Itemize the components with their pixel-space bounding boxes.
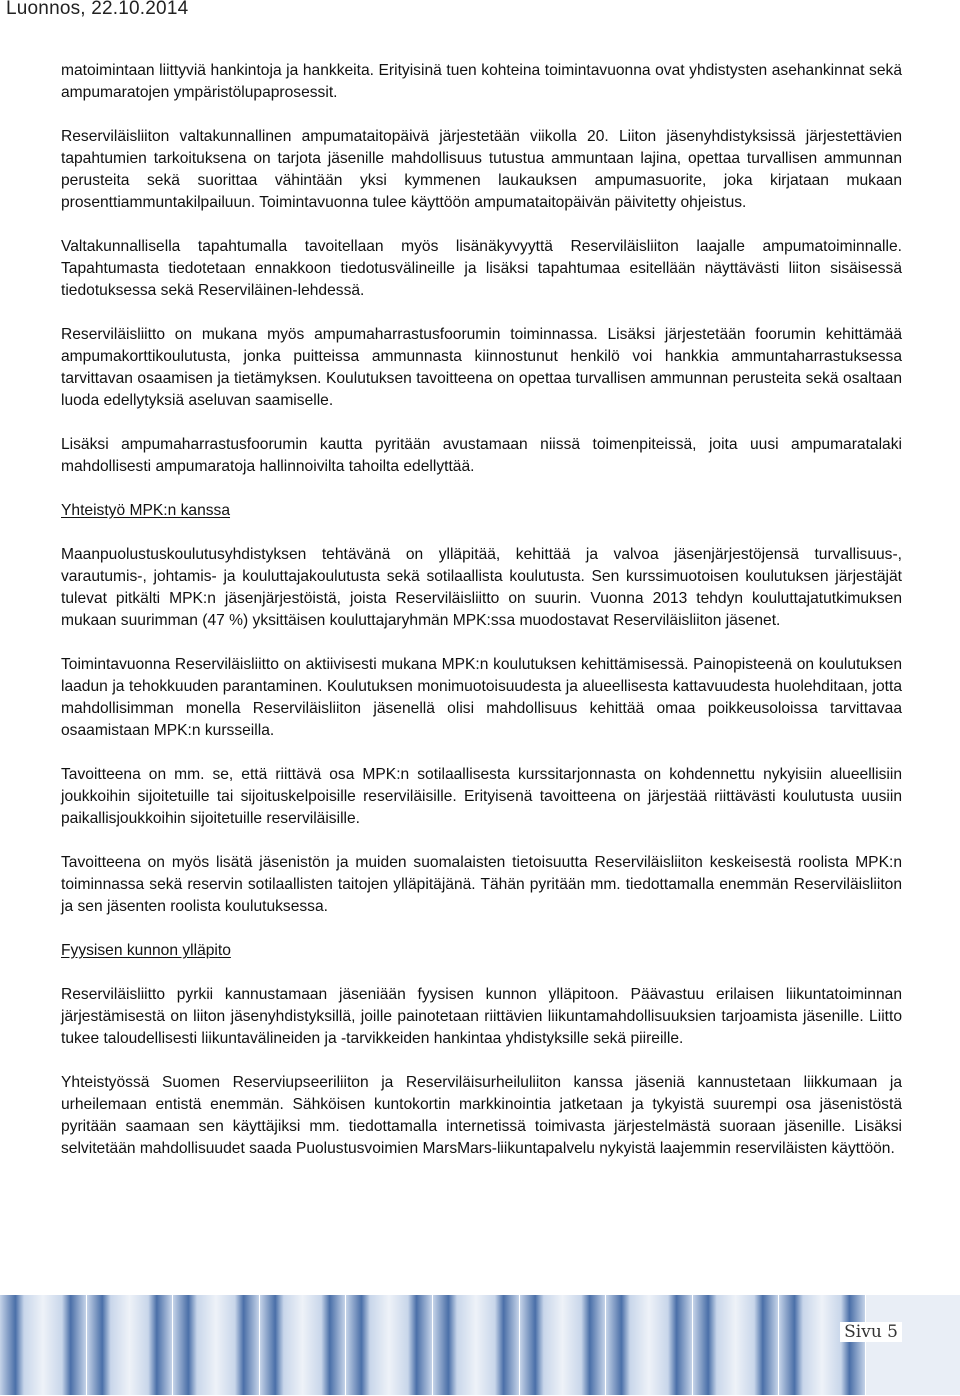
paragraph-mpk-tietoisuus: Tavoitteena on myös lisätä jäsenistön ja muiden suomalaisten tietoisuutta Reserviläisliiton keskeisestä roolista MPK:n toiminnassa sekä reservin sotilaallisten taitojen ylläpitäjänä. Tähän pyritään mm. tiedottamalla enemmän Reserviläisliiton ja sen jäsenten roolista koulutuksessa. xyxy=(61,854,902,915)
footer-bar xyxy=(87,1295,173,1395)
paragraph-hankinnat: matoimintaan liittyviä hankintoja ja hankkeita. Erityisinä tuen kohteina toimintavuonna ovat yhdistysten asehankinnat sekä ampumaratojen ympäristölupaprosessit. xyxy=(61,62,902,101)
footer-bar xyxy=(693,1295,779,1395)
footer-bar xyxy=(260,1295,346,1395)
paragraph-fitness-yhteistyo: Yhteistyössä Suomen Reserviupseeriliiton ja Reserviläisurheiluliiton kanssa jäseniä kannustetaan liikkumaan ja urheilemaan entistä enemmän. Sähköisen kuntokortin markkinointia jatketaan ja tykyistä suurempi osa jäsenistöstä pyritään saamaan sen käyttäjiksi mm. tiedottamalla internetissä toimivasta järjestelmästä suoraan jäsenille. Lisäksi selvitetään mahdollisuudet saada Puolustusvoimien MarsMars-liikuntapalvelu nykyistä laajemmin reserviläisten käyttöön. xyxy=(61,1074,902,1157)
footer-bar xyxy=(433,1295,519,1395)
paragraph-ampumataitopaiva: Reserviläisliiton valtakunnallinen ampumataitopäivä järjestetään viikolla 20. Liiton jäsenyhdistyksissä järjestettävien tapahtumien tarkoituksena on tarjota jäsenille mahdollisuus tutustua ammuntaan lajina, opettaa turvallisen ammunnan perusteita sekä suorittaa vähintään yksi kymmenen laukauksen ampumasuorite, joka kirjataan mukaan prosenttiammuntakilpailuun. Toimintavuonna tulee käyttöön ampumataitopäivän päivitetty ohjeistus. xyxy=(61,128,902,211)
paragraph-nakyvyys: Valtakunnallisella tapahtumalla tavoitellaan myös lisänäkyvyyttä Reserviläisliiton laajalle ampumatoiminnalle. Tapahtumasta tiedotetaan ennakkoon tiedotusvälineille ja lisäksi tapahtumaa esitellään näyttävästi liiton sisäisessä tiedotuksessa sekä Reserviläinen-lehdessä. xyxy=(61,238,902,299)
footer-bar xyxy=(520,1295,606,1395)
page-number: Sivu 5 xyxy=(840,1322,902,1342)
draft-date-header: Luonnos, 22.10.2014 xyxy=(6,0,189,19)
paragraph-ampumaratalaki: Lisäksi ampumaharrastusfoorumin kautta pyritään avustamaan niissä toimenpiteissä, joita uusi ampumaratalaki mahdollisesti ampumaratoja hallinnoivilta tahoilta edellyttää. xyxy=(61,436,902,475)
footer-bar xyxy=(606,1295,692,1395)
footer-bar xyxy=(779,1295,865,1395)
footer-decoration xyxy=(0,1295,960,1395)
section-heading-fitness: Fyysisen kunnon ylläpito xyxy=(61,942,231,959)
section-heading-mpk: Yhteistyö MPK:n kanssa xyxy=(61,502,231,519)
paragraph-mpk-tehtava: Maanpuolustuskoulutusyhdistyksen tehtävänä on ylläpitää, kehittää ja valvoa jäsenjärjestöjensä turvallisuus-, varautumis-, johtamis- ja kouluttajakoulutusta sekä sotilaallista koulutusta. Sen kurssimuotoisen koulutuksen järjestäjät tulevat pitkälti MPK:n jäsenjärjestöistä, joista Reserviläisliitto on suurin. Vuonna 2013 tehdyn kouluttajatutkimuksen mukaan suurimman (47 %) yksittäisen kouluttajaryhmän MPK:ssa muodostavat Reserviläisliiton jäsenet. xyxy=(61,546,902,629)
paragraph-mpk-kehittaminen: Toimintavuonna Reserviläisliitto on aktiivisesti mukana MPK:n koulutuksen kehittämisessä. Painopisteenä on koulutuksen laadun ja tehokkuuden parantaminen. Koulutuksen monimuotoisuudesta ja alueellisesta kattavuudesta huolehditaan, jotta mahdollisimman monella Reserviläisliiton jäsenellä olisi mahdollisuus kehittää omaa poikkeusoloissa tarvittavaa osaamistaan MPK:n kursseilla. xyxy=(61,656,902,739)
footer-bar xyxy=(346,1295,432,1395)
paragraph-mpk-tavoite: Tavoitteena on mm. se, että riittävä osa MPK:n sotilaallisesta kurssitarjonnasta on kohdennettu nykyisiin alueellisiin joukkoihin sijoitetuille tai sijoituskelpoisille reserviläisille. Erityisenä tavoitteena on järjestää riittävästi koulutusta uusiin paikallisjoukkoihin sijoitetuille reserviläisille. xyxy=(61,766,902,827)
paragraph-fitness-kannustus: Reserviläisliitto pyrkii kannustamaan jäseniään fyysisen kunnon ylläpitoon. Päävastuu erilaisen liikuntatoiminnan järjestämisestä on liiton jäsenyhdistyksillä, joille painotetaan riittävien liikuntamahdollisuuksien tarjoamista jäsenille. Liitto tukee taloudellisesti liikuntavälineiden ja -tarvikkeiden hankintaa yhdistyksille sekä piireille. xyxy=(61,986,902,1047)
document-body xyxy=(61,60,902,1182)
paragraph-ampumaharrastusfoorumi: Reserviläisliitto on mukana myös ampumaharrastusfoorumin toiminnassa. Lisäksi järjestetään foorumin kehittämää ampumakorttikoulutusta, jonka puitteissa ammunnasta kiinnostunut henkilö voi hankkia ammuntaharrastuksessa tarvittavan osaamisen ja tietämyksen. Koulutuksen tavoitteena on opettaa turvallisen ammunnan perusteita sekä osaltaan luoda edellytyksiä aseluvan saamiselle. xyxy=(61,326,902,409)
footer-page-box xyxy=(866,1295,960,1395)
footer-bar xyxy=(0,1295,86,1395)
footer-bar xyxy=(173,1295,259,1395)
